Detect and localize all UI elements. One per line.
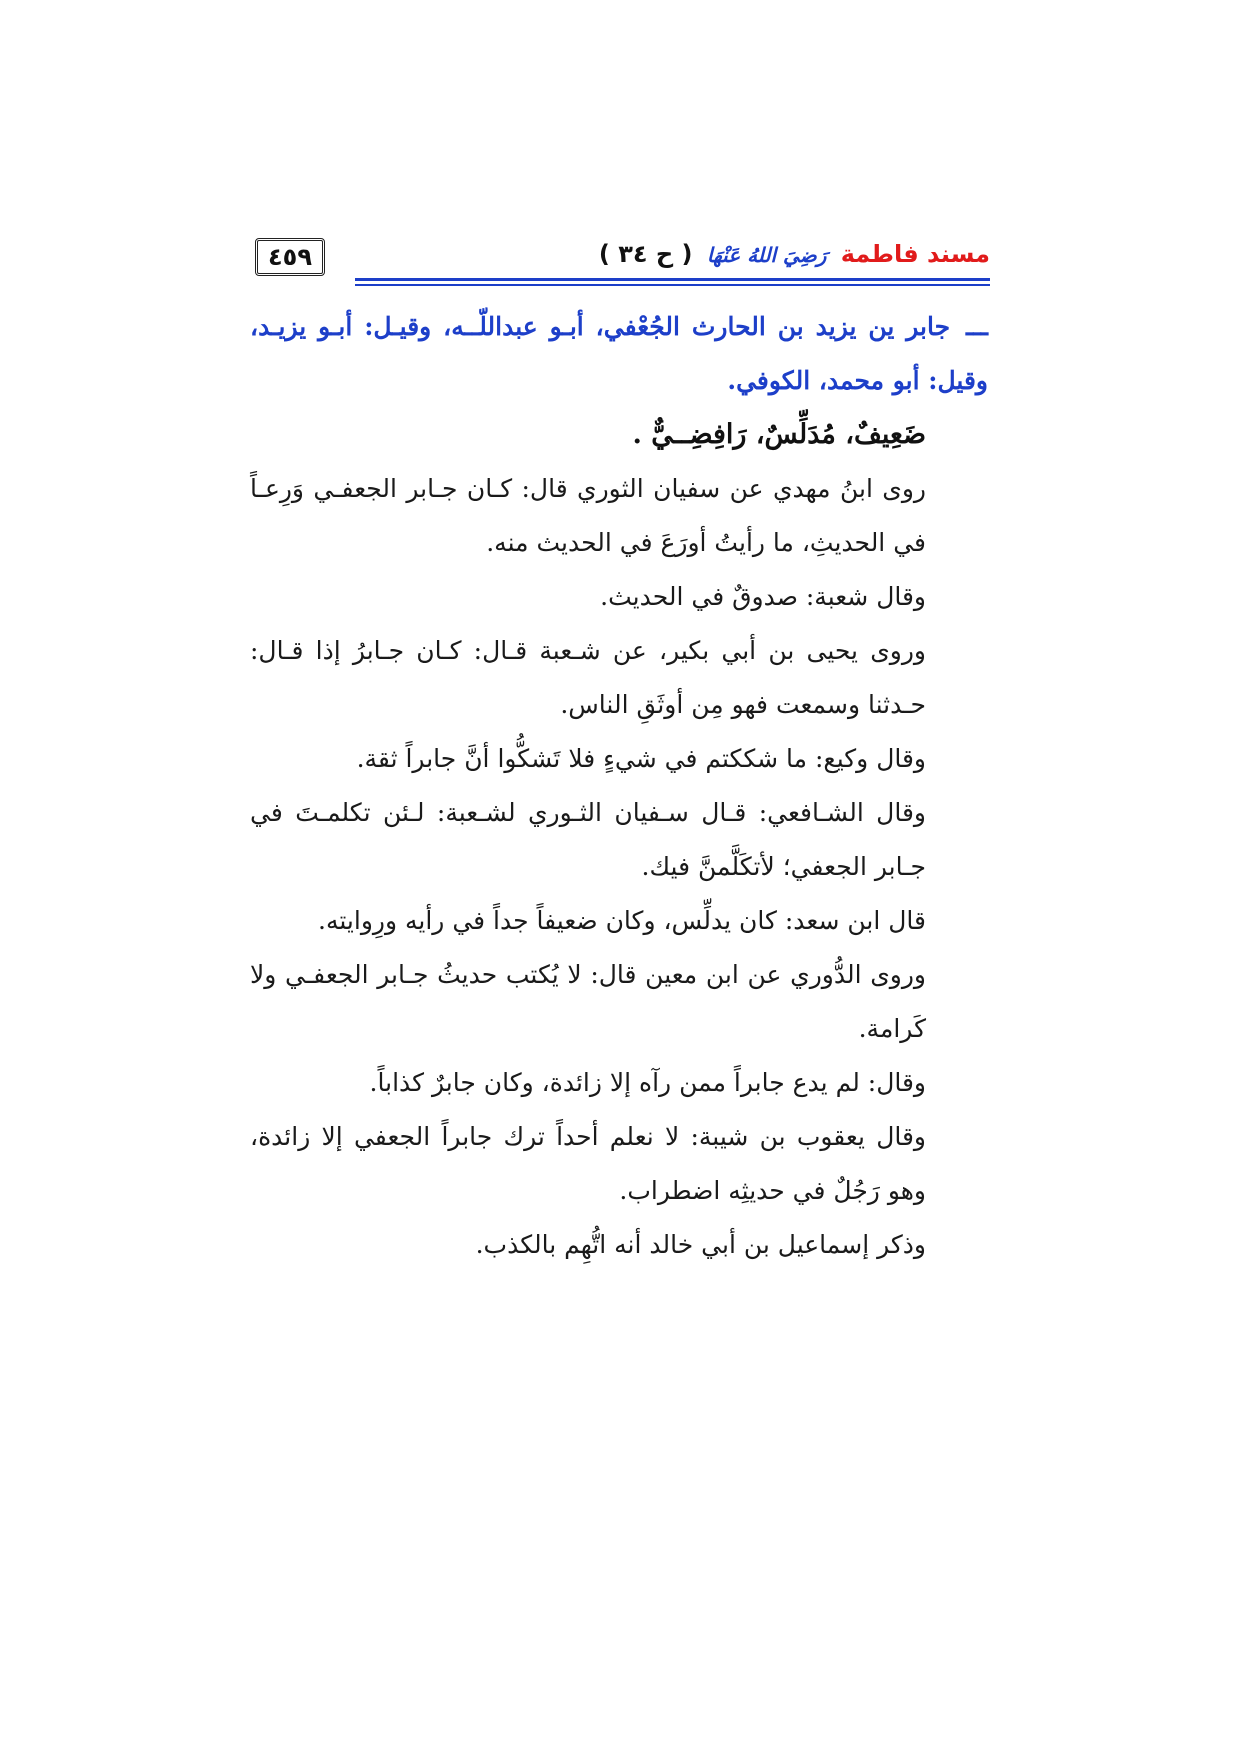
narrator-line-2: وقيل: أبو محمد، الكوفي. xyxy=(727,366,988,395)
paragraph: روى ابنُ مهدي عن سفيان الثوري قال: كـان جـابر الجعفـي وَرِعـاً في الحديثِ، ما رأيتُ أورَعَ في الحديث منه. xyxy=(250,474,926,557)
hadith-reference: ( ح ٣٤ ) xyxy=(598,240,693,268)
book-title: مسند فاطمة xyxy=(840,240,990,268)
page-number: ٤٥٩ xyxy=(255,238,325,276)
header-rule-secondary xyxy=(355,284,990,286)
paragraph: وقال يعقوب بن شيبة: لا نعلم أحداً ترك جابراً الجعفي إلا زائدة، وهو رَجُلٌ في حديثِه اضطراب. xyxy=(250,1122,926,1205)
body-text xyxy=(250,300,988,1272)
header-rule xyxy=(355,278,990,281)
honorific: رَضِيَ اللهُ عَنْهَا xyxy=(706,243,827,267)
paragraph: وروى الدُّوري عن ابن معين قال: لا يُكتب حديثُ جـابر الجعفـي ولا كَرامة. xyxy=(250,960,926,1043)
paragraph: وقال: لم يدع جابراً ممن رآه إلا زائدة، وكان جابرٌ كذاباً. xyxy=(369,1068,926,1097)
paragraph: وقال شعبة: صدوقٌ في الحديث. xyxy=(600,582,926,611)
paragraph: وروى يحيى بن أبي بكير، عن شـعبة قـال: كـان جـابرُ إذا قـال: حـدثنا وسمعت فهو مِن أوثَقِ الناس. xyxy=(250,636,926,719)
grading: ضَعِيفٌ، مُدَلِّسٌ، رَافِضِــيٌّ . xyxy=(632,419,926,450)
paragraph: وقال الشـافعي: قـال سـفيان الثـوري لشـعبة: لـئن تكلمـتَ في جـابر الجعفي؛ لأتكَلَّمنَّ فيك. xyxy=(250,798,926,881)
paragraph: وذكر إسماعيل بن أبي خالد أنه اتُّهِم بالكذب. xyxy=(475,1230,926,1259)
narrator-dash: ـــ xyxy=(966,312,988,341)
narrator-heading xyxy=(250,300,988,408)
running-head xyxy=(599,240,990,268)
narrator-line-1: جابر ين يزيد بن الحارث الجُعْفي، أبـو عبداللّــه، وقيـل: أبـو يزيـد، xyxy=(250,312,951,341)
paragraph: وقال وكيع: ما شككتم في شيءٍ فلا تَشكُّوا أنَّ جابراً ثقة. xyxy=(356,744,926,773)
paragraph: قال ابن سعد: كان يدلِّس، وكان ضعيفاً جداً في رأيه ورِوايته. xyxy=(318,906,926,935)
page-header xyxy=(255,238,990,278)
